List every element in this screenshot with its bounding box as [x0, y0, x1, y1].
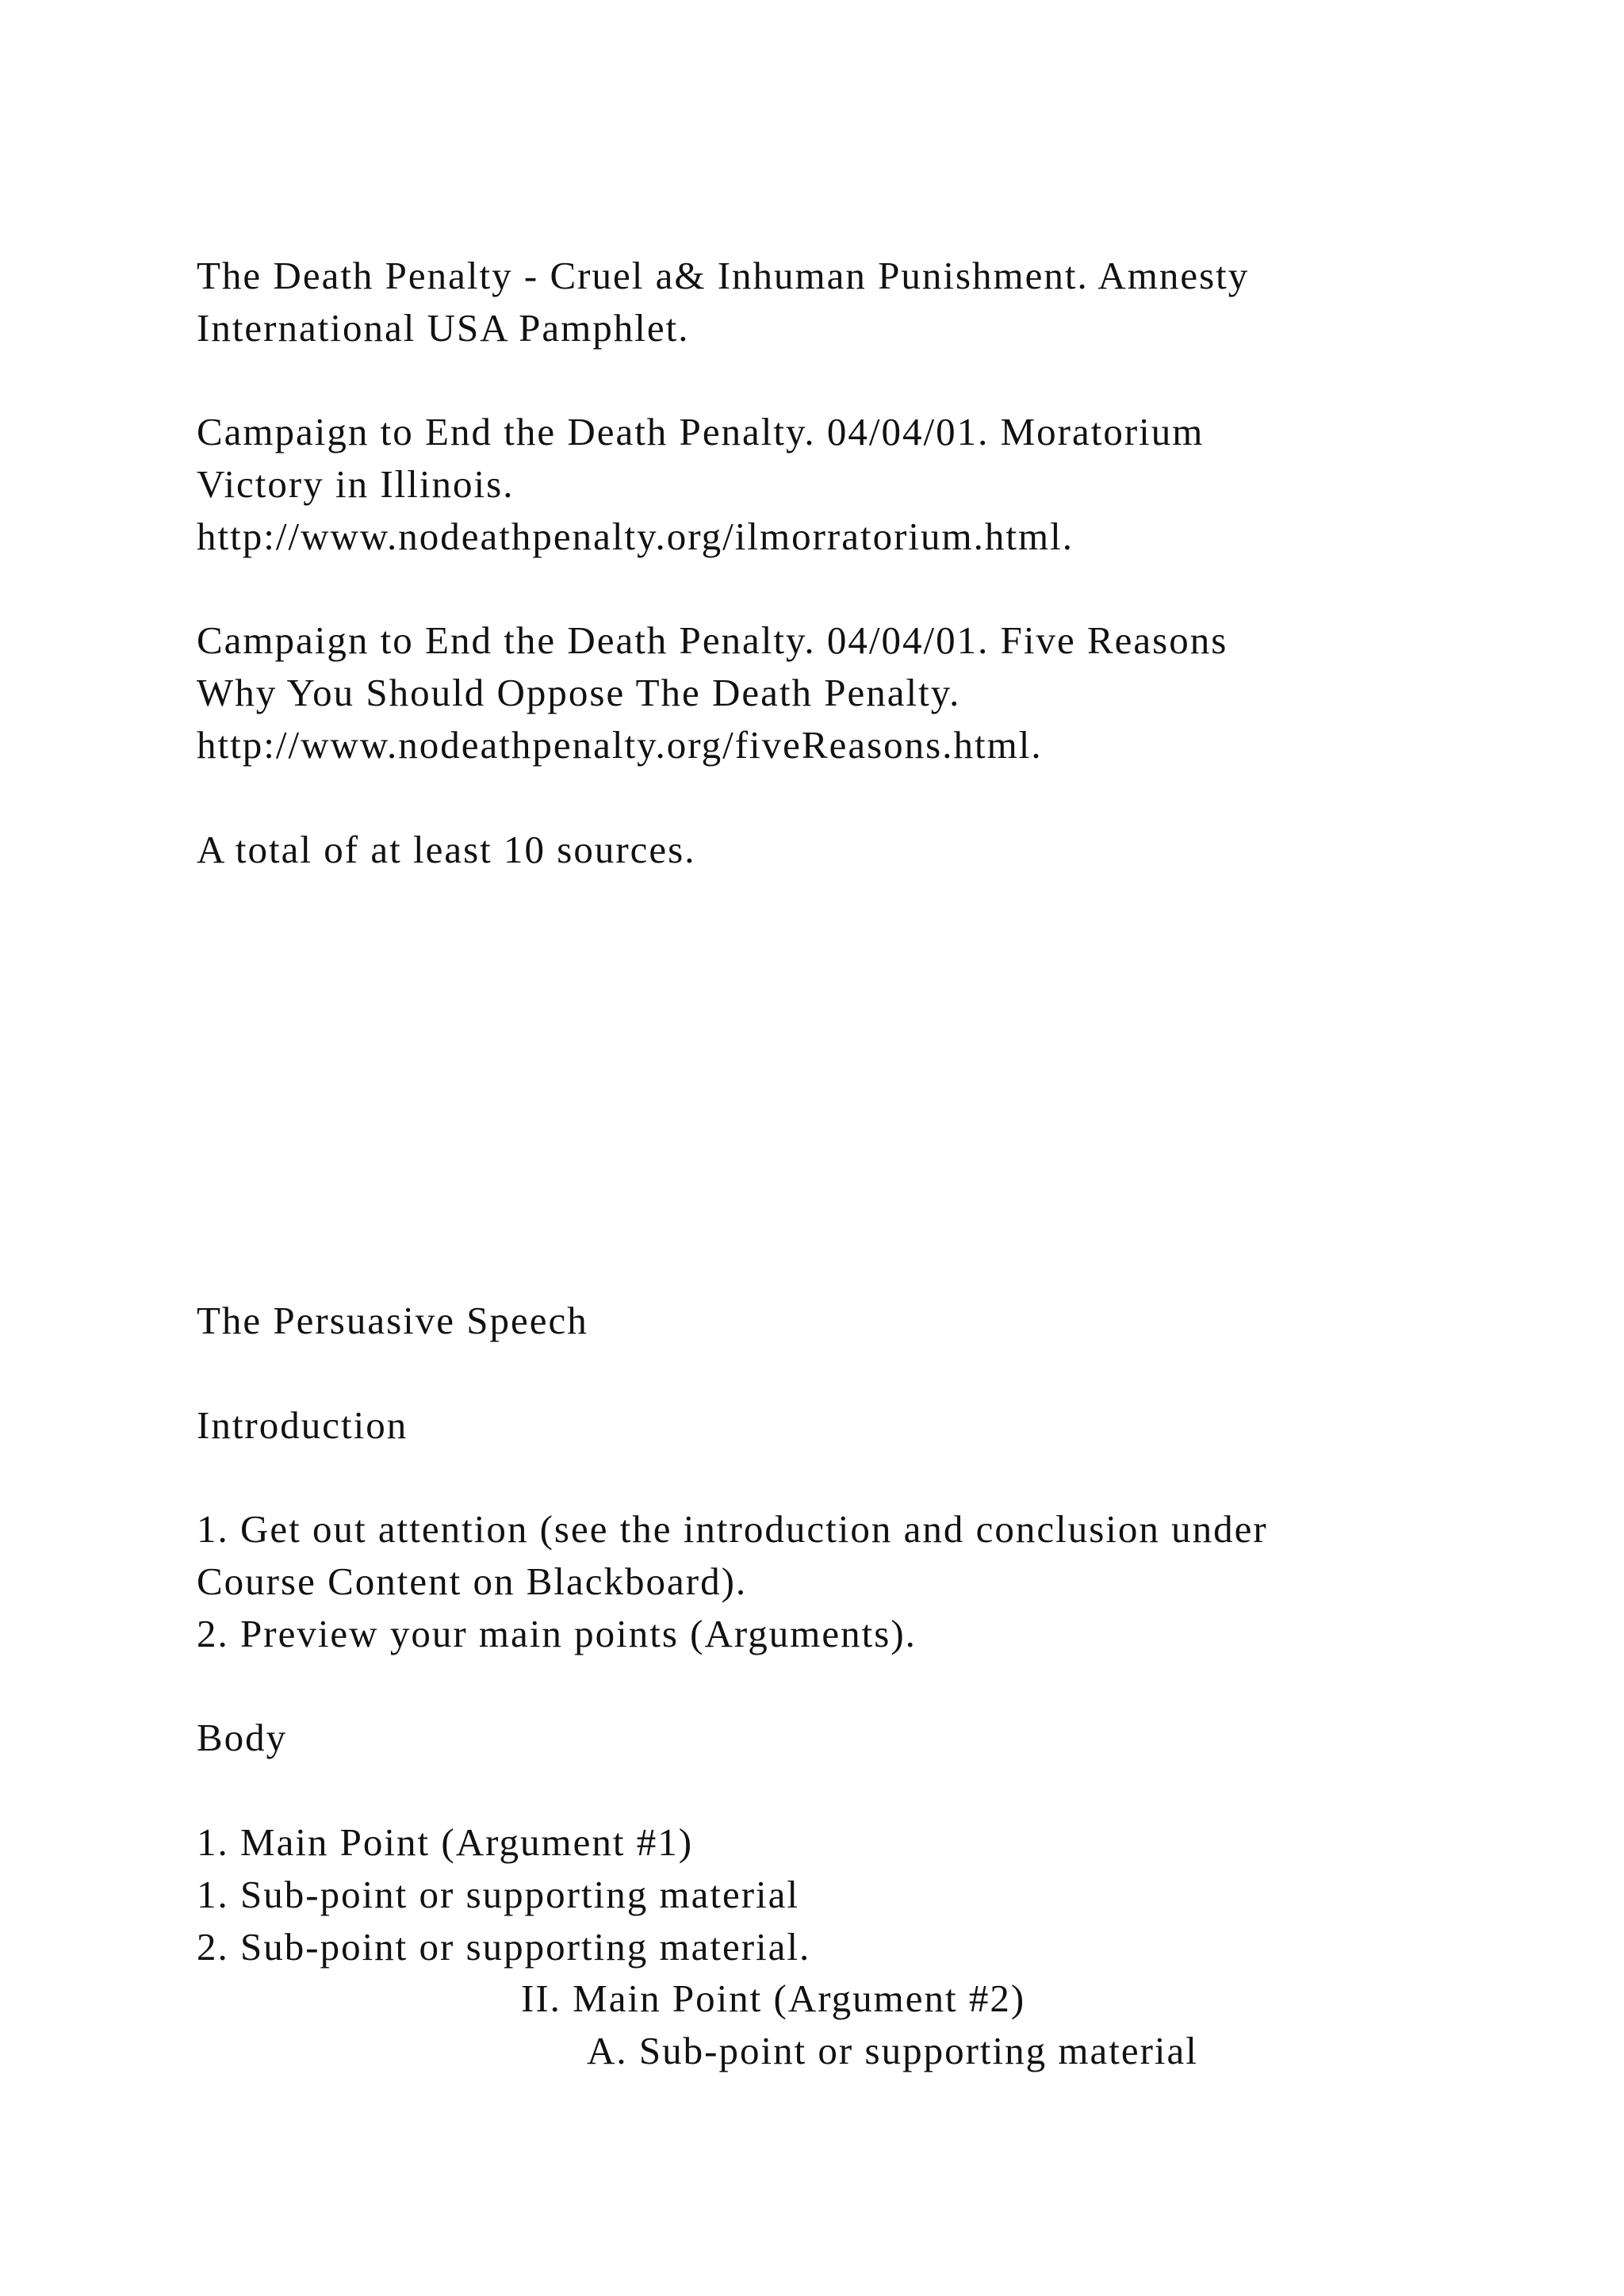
reference-1-line-2: International USA Pamphlet.	[197, 306, 690, 350]
introduction-item-2: 2. Preview your main points (Arguments).	[197, 1612, 917, 1655]
outline-title: The Persuasive Speech	[197, 1299, 588, 1342]
reference-3-line-1: Campaign to End the Death Penalty. 04/04/01. Five Reasons	[197, 618, 1228, 662]
body-main-point-2: II. Main Point (Argument #2)	[521, 1976, 1026, 2020]
body-sub-point-1: 1. Sub-point or supporting material	[197, 1873, 799, 1916]
reference-2-line-2: Victory in Illinois.	[197, 462, 515, 506]
reference-1-line-1: The Death Penalty - Cruel a& Inhuman Punishment. Amnesty	[197, 254, 1250, 297]
body-sub-point-2: 2. Sub-point or supporting material.	[197, 1925, 811, 1969]
introduction-item-1-line-2: Course Content on Blackboard).	[197, 1559, 748, 1603]
sources-total-note: A total of at least 10 sources.	[197, 828, 696, 871]
introduction-heading: Introduction	[197, 1403, 408, 1447]
reference-3-line-2: Why You Should Oppose The Death Penalty.	[197, 671, 961, 714]
body-sub-point-a: A. Sub-point or supporting material	[587, 2029, 1198, 2072]
reference-2-url: http://www.nodeathpenalty.org/ilmorratorium.html.	[197, 515, 1074, 558]
reference-2-line-1: Campaign to End the Death Penalty. 04/04/01. Moratorium	[197, 410, 1205, 453]
reference-3-url: http://www.nodeathpenalty.org/fiveReasons.html.	[197, 723, 1043, 767]
body-main-point-1: 1. Main Point (Argument #1)	[197, 1820, 694, 1864]
body-heading: Body	[197, 1716, 288, 1759]
introduction-item-1-line-1: 1. Get out attention (see the introduction and conclusion under	[197, 1507, 1268, 1551]
